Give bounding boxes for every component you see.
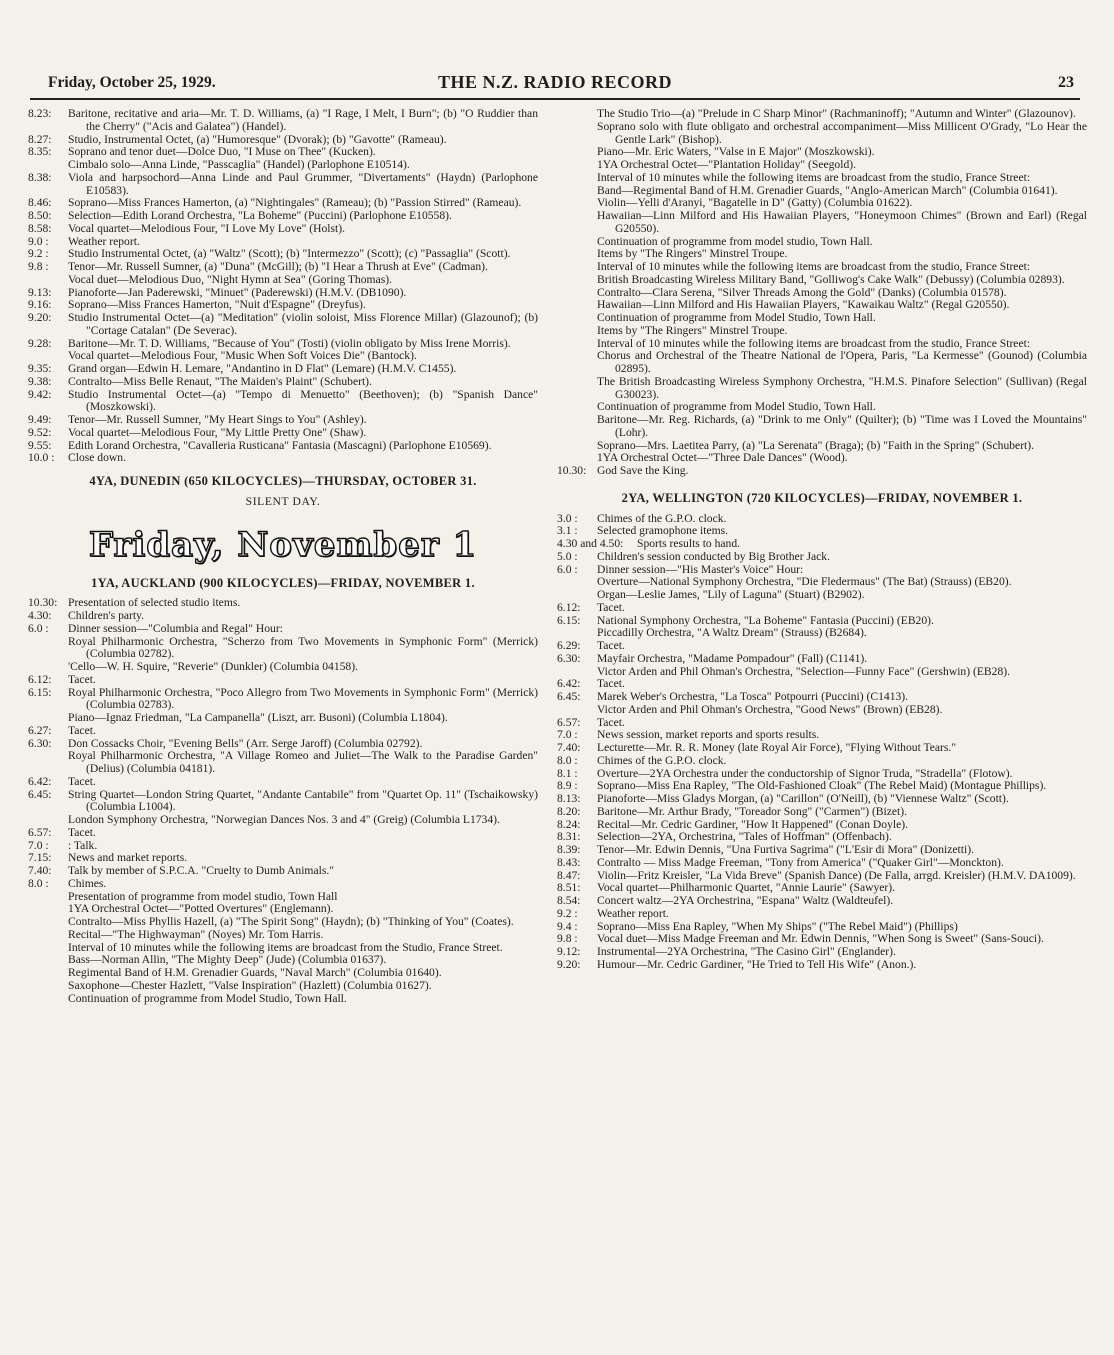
entry-text: Contralto — Miss Madge Freeman, "Tony from America" ("Quaker Girl"—Monckton). — [597, 855, 1004, 869]
entry-time: 8.20: — [557, 804, 581, 818]
entry-text: 1YA Orchestral Octet—"Three Dale Dances" (Wood). — [597, 451, 848, 465]
entry-text: Royal Philharmonic Orchestra, "Poco Allegro from Two Movements in Symphonic Form" (Merrick) (Columbia 02783). — [68, 685, 538, 712]
entry-text: Concert waltz—2YA Orchestrina, "Espana" Waltz (Waldteufel). — [597, 894, 894, 907]
entry-text: Marek Weber's Orchestra, "La Tosca" Potpourri (Puccini) (C1413). — [597, 690, 909, 703]
entry-time: 6.30: — [28, 736, 52, 750]
programme-entry — [28, 916, 538, 929]
entry-text: Baritone—Mr. T. D. Williams, "Because of You" (Tosti) (violin obligato by Miss Irene Morris). — [68, 336, 511, 350]
programme-entry — [557, 602, 1087, 615]
section-heading-auckland: 1YA, AUCKLAND (900 KILOCYCLES)—FRIDAY, NOVEMBER 1. — [91, 575, 475, 590]
entry-text: Recital—"The Highwayman" (Noyes) Mr. Tom Harris. — [68, 927, 324, 941]
programme-entry — [28, 661, 538, 674]
entry-time: 6.27: — [28, 723, 52, 737]
entry-time: 3.0 : — [557, 511, 578, 525]
entry-text: Chimes of the G.P.O. clock. — [597, 753, 727, 767]
day-heading: Friday, November 1 — [88, 524, 478, 565]
programme-entry — [557, 653, 1087, 666]
publication-title: THE N.Z. RADIO RECORD — [437, 72, 673, 92]
entry-time: 9.20: — [557, 957, 581, 971]
section-heading-wellington: 2YA, WELLINGTON (720 KILOCYCLES)—FRIDAY, NOVEMBER 1. — [621, 490, 1023, 505]
programme-entry — [557, 261, 1087, 274]
programme-entry — [28, 993, 538, 1006]
entry-time: 9.2 : — [28, 247, 49, 261]
programme-entry — [28, 878, 538, 891]
entry-text: Cimbalo solo—Anna Linde, "Passcaglia" (Handel) (Parlophone E10514). — [68, 158, 410, 171]
entry-text: Sports results to hand. — [637, 537, 741, 550]
programme-entry — [557, 414, 1087, 440]
entry-text: News session, market reports and sports results. — [597, 728, 820, 742]
entry-text: Tacet. — [68, 723, 96, 737]
entry-text: Studio Instrumental Octet—(a) "Tempo di Menuetto" (Beethoven); (b) "Spanish Dance" (Moszkowski). — [68, 387, 538, 414]
entry-text: Royal Philharmonic Orchestra, "A Village Romeo and Juliet—The Walk to the Paradise Garden" (Delius) (Columbia 04181). — [68, 749, 538, 775]
programme-entry — [28, 738, 538, 751]
page-header — [30, 72, 1080, 100]
entry-time: 6.29: — [557, 639, 581, 652]
entry-text: Overture—2YA Orchestra under the conductorship of Signor Truda, "Stradella" (Flotow). — [597, 766, 1013, 780]
entry-time: 7.0 : — [557, 728, 578, 742]
entry-text: Dinner session—"His Master's Voice" Hour: — [597, 562, 804, 576]
entry-text: Bass—Norman Allin, "The Mighty Deep" (Jude) (Columbia 01637). — [68, 953, 387, 967]
entry-time: 9.0 : — [28, 234, 49, 248]
programme-entry — [28, 610, 538, 623]
programme-entry — [557, 908, 1087, 921]
entry-text: Tacet. — [597, 715, 625, 729]
entry-text: Contralto—Miss Belle Renaut, "The Maiden's Plaint" (Schubert). — [68, 374, 372, 388]
entry-text: Tacet. — [68, 825, 96, 839]
entry-text: Organ—Leslie James, "Lily of Laguna" (Stuart) (B2902). — [597, 588, 865, 601]
entry-text: Instrumental—2YA Orchestrina, "The Casino Girl" (Englander). — [597, 945, 896, 958]
programme-list-wellington — [557, 513, 1087, 972]
entry-time: 3.1 : — [557, 524, 578, 538]
entry-time: 9.8 : — [28, 260, 49, 273]
entry-text: Dinner session—"Columbia and Regal" Hour: — [68, 621, 283, 635]
programme-entry — [28, 261, 538, 274]
entry-time: 9.13: — [28, 285, 52, 299]
entry-time: 8.27: — [28, 132, 52, 146]
entry-time: 9.52: — [28, 425, 52, 439]
programme-entry — [557, 465, 1087, 478]
entry-text: Interval of 10 minutes while the following items are broadcast from the studio, France Street: — [597, 336, 1031, 350]
entry-time: 6.57: — [557, 715, 581, 729]
entry-text: 1YA Orchestral Octet—"Potted Overtures" (Englemann). — [68, 902, 334, 916]
entry-time: 8.24: — [557, 817, 581, 831]
entry-text: Vocal duet—Miss Madge Freeman and Mr. Edwin Dennis, "When Song is Sweet" (Sans-Souci). — [597, 932, 1044, 946]
entry-text: Children's session conducted by Big Brother Jack. — [597, 549, 830, 563]
programme-entry — [557, 551, 1087, 564]
entry-time: 10.30: — [28, 596, 58, 610]
entry-time: 4.30 and 4.50: — [557, 537, 624, 550]
entry-text: Piano—Ignaz Friedman, "La Campanella" (Liszt, arr. Busoni) (Columbia L1804). — [68, 711, 448, 724]
programme-entry — [28, 967, 538, 980]
entry-text: British Broadcasting Wireless Military Band, "Golliwog's Cake Walk" (Debussy) (Columbia 02893). — [597, 272, 1065, 286]
issue-date: Friday, October 25, 1929. — [48, 74, 216, 91]
entry-text: Interval of 10 minutes while the following items are broadcast from the studio, France Street: — [597, 170, 1031, 184]
entry-text: Vocal quartet—Philharmonic Quartet, "Annie Laurie" (Sawyer). — [597, 881, 896, 895]
entry-text: Violin—Yelli d'Aranyi, "Bagatelle in D" (Gatty) (Columbia 01622). — [597, 196, 913, 210]
entry-time: 8.58: — [28, 221, 52, 235]
entry-text: The Studio Trio—(a) "Prelude in C Sharp Minor" (Rachmaninoff); "Autumn and Winter" (Glazounov). — [597, 107, 1076, 120]
entry-time: 9.16: — [28, 298, 52, 312]
programme-entry — [557, 640, 1087, 653]
entry-text: Vocal quartet—Melodious Four, "My Little Pretty One" (Shaw). — [68, 425, 367, 439]
entry-time: 8.9 : — [557, 779, 578, 793]
entry-time: 10.30: — [557, 464, 587, 477]
entry-text: Band—Regimental Band of H.M. Grenadier Guards, "Anglo-American March" (Columbia 01641). — [597, 183, 1058, 197]
entry-text: Studio Instrumental Octet—(a) "Meditation" (violin soloist, Miss Florence Millar) (Glazounof); (b) "Cortage Catalan" (De Severac). — [68, 311, 538, 337]
section-heading-dunedin: 4YA, DUNEDIN (650 KILOCYCLES)—THURSDAY, OCTOBER 31. — [89, 474, 477, 488]
programme-entry — [557, 325, 1087, 338]
entry-text: Regimental Band of H.M. Grenadier Guards, "Naval March" (Columbia 01640). — [68, 966, 442, 979]
programme-entry — [28, 172, 538, 198]
entry-time: 9.49: — [28, 413, 52, 426]
entry-time: 9.2 : — [557, 906, 578, 920]
entry-text: Lecturette—Mr. R. R. Money (late Royal Air Force), "Flying Without Tears." — [597, 741, 957, 754]
entry-text: Tacet. — [597, 639, 625, 652]
entry-text: The British Broadcasting Wireless Symphony Orchestra, "H.M.S. Pinafore Selection" (Sullivan) (Regal G30023). — [597, 374, 1087, 401]
programme-entry — [28, 827, 538, 840]
entry-time: 6.45: — [557, 690, 581, 703]
programme-entry — [557, 806, 1087, 819]
entry-time: 8.47: — [557, 868, 581, 882]
entry-text: Continuation of programme from Model Studio, Town Hall. — [597, 311, 876, 324]
programme-entry — [28, 363, 538, 376]
programme-entry — [557, 793, 1087, 806]
entry-text: Tacet. — [597, 600, 625, 614]
programme-entry — [28, 750, 538, 776]
entry-text: God Save the King. — [597, 464, 689, 477]
entry-text: Contralto—Clara Serena, "Silver Threads Among the Gold" (Danks) (Columbia 01578). — [597, 285, 1007, 299]
entry-text: Piccadilly Orchestra, "A Waltz Dream" (Strauss) (B2684). — [597, 626, 867, 640]
programme-entry — [557, 312, 1087, 325]
entry-text: Saxophone—Chester Hazlett, "Valse Inspiration" (Hazlett) (Columbia 01627). — [68, 978, 432, 992]
entry-time: 8.1 : — [557, 766, 578, 780]
entry-time: 9.20: — [28, 311, 52, 324]
entry-time: 8.13: — [557, 792, 581, 805]
entry-text: Weather report. — [68, 234, 140, 248]
entry-text: Baritone—Mr. Reg. Richards, (a) "Drink to me Only" (Quilter); (b) "Time was I Loved the Mountains" (Lohr). — [597, 413, 1087, 439]
entry-text: Items by "The Ringers" Minstrel Troupe. — [597, 323, 788, 337]
programme-entry — [28, 210, 538, 223]
programme-entry — [28, 814, 538, 827]
entry-time: 6.42: — [28, 774, 52, 788]
entry-time: 6.30: — [557, 651, 581, 665]
programme-entry — [557, 844, 1087, 857]
entry-text: Mayfair Orchestra, "Madame Pompadour" (Fall) (C1141). — [597, 651, 868, 665]
entry-text: Studio Instrumental Octet, (a) "Waltz" (Scott); (b) "Intermezzo" (Scott); (c) "Passaglia" (Scott). — [68, 247, 511, 261]
entry-text: Tenor—Mr. Russell Sumner, "My Heart Sings to You" (Ashley). — [68, 413, 367, 426]
programme-entry — [557, 589, 1087, 602]
entry-time: 9.8 : — [557, 932, 578, 946]
programme-entry — [28, 108, 538, 134]
programme-entry — [557, 959, 1087, 972]
entry-text: Soprano—Miss Ena Rapley, "The Old-Fashioned Cloak" (The Rebel Maid) (Montague Phillips). — [597, 779, 1047, 793]
entry-time: 7.15: — [28, 851, 52, 865]
entry-text: Interval of 10 minutes while the following items are broadcast from the Studio, France Street. — [68, 940, 503, 954]
entry-text: String Quartet—London String Quartet, "Andante Cantabile" from "Quartet Op. 11" (Tschaikowsky) (Columbia L1004). — [68, 787, 538, 814]
entry-time: 8.0 : — [557, 753, 578, 767]
entry-time: 7.0 : — [28, 838, 49, 852]
entry-text: Victor Arden and Phil Ohman's Orchestra, "Good News" (Brown) (EB28). — [597, 702, 943, 716]
entry-text: Overture—National Symphony Orchestra, "Die Fledermaus" (The Bat) (Strauss) (EB20). — [597, 575, 1012, 589]
entry-text: Recital—Mr. Cedric Gardiner, "How It Happened" (Conan Doyle). — [597, 817, 908, 831]
entry-time: 8.0 : — [28, 876, 49, 890]
entry-time: 4.30: — [28, 609, 52, 622]
entry-text: Tacet. — [68, 774, 96, 788]
entry-time: 8.38: — [28, 170, 52, 184]
page-number: 23 — [1058, 74, 1074, 91]
left-column — [28, 108, 538, 1005]
entry-time: 9.38: — [28, 374, 52, 388]
entry-time: 9.4 : — [557, 919, 578, 933]
programme-entry — [28, 146, 538, 159]
programme-entry — [557, 615, 1087, 628]
programme-entry — [28, 725, 538, 738]
entry-text: Humour—Mr. Cedric Gardiner, "He Tried to Tell His Wife" (Anon.). — [597, 957, 917, 971]
programme-entry — [557, 755, 1087, 768]
entry-text: 'Cello—W. H. Squire, "Reverie" (Dunkler) (Columbia 04158). — [68, 660, 358, 673]
programme-entry — [28, 452, 538, 465]
programme-list-auckland-continued — [557, 108, 1087, 478]
programme-entry — [28, 159, 538, 172]
entry-time: 6.0 : — [557, 562, 578, 576]
entry-text: Vocal duet—Melodious Duo, "Night Hymn at Sea" (Goring Thomas). — [68, 272, 392, 286]
programme-list-auckland — [28, 597, 538, 1005]
entry-time: 6.12: — [557, 600, 581, 614]
programme-entry — [557, 210, 1087, 236]
entry-time: 8.23: — [28, 107, 52, 120]
programme-entry — [557, 121, 1087, 147]
entry-text: Soprano and tenor duet—Dolce Duo, "I Muse on Thee" (Kucken). — [68, 145, 376, 159]
entry-text: : Talk. — [68, 838, 98, 852]
programme-entry — [28, 312, 538, 338]
programme-entry — [557, 538, 1087, 551]
programme-entry — [28, 274, 538, 287]
programme-entry — [28, 414, 538, 427]
entry-text: Soprano—Miss Ena Rapley, "When My Ships" ("The Rebel Maid") (Phillips) — [597, 919, 958, 933]
entry-text: Tacet. — [68, 672, 96, 686]
entry-text: Continuation of programme from Model Studio, Town Hall. — [68, 991, 347, 1005]
entry-text: Royal Philharmonic Orchestra, "Scherzo from Two Movements in Symphonic Form" (Merrick) (Columbia 02782). — [68, 634, 538, 661]
entry-time: 7.40: — [28, 864, 52, 877]
programme-entry — [28, 674, 538, 687]
programme-entry — [557, 274, 1087, 287]
entry-text: Hawaiian—Linn Milford and His Hawaiian Players, "Honeymoon Chimes" (Brown and Earl) (Regal G20550). — [597, 209, 1087, 235]
programme-entry — [557, 857, 1087, 870]
programme-entry — [28, 687, 538, 713]
entry-time: 8.51: — [557, 881, 581, 895]
entry-text: National Symphony Orchestra, "La Boheme" Fantasia (Puccini) (EB20). — [597, 613, 934, 627]
entry-time: 9.55: — [28, 438, 52, 452]
entry-text: Hawaiian—Linn Milford and His Hawaiian Players, "Kawaikau Waltz" (Regal G20550). — [597, 298, 1010, 312]
entry-time: 5.0 : — [557, 549, 578, 563]
entry-time: 8.50: — [28, 209, 52, 222]
programme-entry — [28, 776, 538, 789]
entry-time: 6.0 : — [28, 621, 49, 635]
entry-text: Edith Lorand Orchestra, "Cavalleria Rusticana" Fantasia (Mascagni) (Parlophone E10569). — [68, 438, 492, 452]
entry-text: Pianoforte—Miss Gladys Morgan, (a) "Carillon" (O'Neill), (b) "Viennese Waltz" (Scott). — [597, 792, 1009, 805]
programme-entry — [28, 389, 538, 415]
entry-time: 7.40: — [557, 741, 581, 754]
right-column — [557, 108, 1087, 972]
programme-entry — [557, 108, 1087, 121]
programme-entry — [28, 865, 538, 878]
programme-entry — [28, 376, 538, 389]
entry-time: 9.35: — [28, 362, 52, 375]
entry-text: Victor Arden and Phil Ohman's Orchestra, "Selection—Funny Face" (Gershwin) (EB28). — [597, 664, 1011, 678]
entry-text: Close down. — [68, 451, 126, 465]
entry-time: 9.28: — [28, 336, 52, 350]
entry-text: Selection—2YA, Orchestrina, "Tales of Hoffman" (Offenbach). — [597, 830, 892, 844]
entry-time: 10.0 : — [28, 451, 55, 465]
entry-text: Tacet. — [597, 677, 625, 691]
entry-time: 8.54: — [557, 894, 581, 907]
entry-text: Chimes of the G.P.O. clock. — [597, 511, 727, 525]
entry-time: 8.43: — [557, 855, 581, 869]
entry-text: Selection—Edith Lorand Orchestra, "La Boheme" (Puccini) (Parlophone E10558). — [68, 209, 452, 222]
programme-entry — [557, 172, 1087, 185]
entry-text: Viola and harpsochord—Anna Linde and Paul Grummer, "Divertaments" (Haydn) (Parlophone E10583). — [68, 170, 538, 197]
programme-entry — [557, 666, 1087, 679]
entry-text: Selected gramophone items. — [597, 524, 729, 538]
entry-time: 6.12: — [28, 672, 52, 686]
programme-entry — [557, 159, 1087, 172]
entry-text: Don Cossacks Choir, "Evening Bells" (Arr. Serge Jaroff) (Columbia 02792). — [68, 736, 423, 750]
entry-text: Children's party. — [68, 609, 145, 622]
entry-text: Presentation of selected studio items. — [68, 596, 241, 610]
entry-time: 6.57: — [28, 825, 52, 839]
programme-entry — [28, 712, 538, 725]
entry-text: Chorus and Orchestral of the Theatre National de l'Opera, Paris, "La Kermesse" (Gounod) (Columbia 02895). — [597, 349, 1087, 375]
entry-text: Chimes. — [68, 876, 107, 890]
entry-text: Soprano—Miss Frances Hamerton, (a) "Nightingales" (Rameau); (b) "Passion Stirred" (Rameau). — [68, 196, 522, 210]
entry-text: Tenor—Mr. Russell Sumner, (a) "Duna" (McGill); (b) "I Hear a Thrush at Eve" (Cadman). — [68, 260, 488, 273]
programme-entry — [557, 376, 1087, 402]
entry-text: Studio, Instrumental Octet, (a) "Humoresque" (Dvorak); (b) "Gavotte" (Rameau). — [68, 132, 447, 146]
entry-text: Soprano—Mrs. Laetitea Parry, (a) "La Serenata" (Braga); (b) "Faith in the Spring" (Schubert). — [597, 438, 1035, 452]
entry-text: Weather report. — [597, 906, 669, 920]
entry-text: Tenor—Mr. Edwin Dennis, "Una Furtiva Sagrima" ("L'Esir di Mora" (Donizetti). — [597, 843, 974, 856]
entry-text: Soprano solo with flute obligato and orchestral accompaniment—Miss Millicent O'Grady, "Lo Hear the Gentle Lark" (Bishop). — [597, 119, 1087, 146]
programme-entry — [28, 223, 538, 236]
entry-text: Soprano—Miss Frances Hamerton, "Nuit d'Espagne" (Dreyfus). — [68, 298, 366, 312]
entry-text: Baritone, recitative and aria—Mr. T. D. Williams, (a) "I Rage, I Melt, I Burn"; (b) "O Ruddier than the Cherry" ("Acis and Galatea") (Handel). — [68, 107, 538, 133]
programme-entry — [557, 350, 1087, 376]
entry-text: Vocal quartet—Melodious Four, "Music When Soft Voices Die" (Bantock). — [68, 349, 417, 363]
entry-time: 8.35: — [28, 145, 52, 159]
entry-time: 6.15: — [557, 613, 581, 627]
entry-text: Presentation of programme from model studio, Town Hall — [68, 889, 338, 903]
entry-text: Continuation of programme from Model Studio, Town Hall. — [597, 400, 876, 414]
entry-text: Vocal quartet—Melodious Four, "I Love My Love" (Holst). — [68, 221, 346, 235]
entry-text: Piano—Mr. Eric Waters, "Valse in E Major" (Moszkowski). — [597, 145, 875, 159]
programme-entry — [28, 980, 538, 993]
entry-time: 8.31: — [557, 830, 581, 844]
programme-entry — [557, 895, 1087, 908]
entry-text: Baritone—Mr. Arthur Brady, "Toreador Song" ("Carmen") (Bizet). — [597, 804, 908, 818]
entry-time: 6.45: — [28, 787, 52, 801]
programme-entry — [557, 627, 1087, 640]
entry-time: 8.46: — [28, 196, 52, 210]
entry-time: 9.42: — [28, 387, 52, 401]
programme-entry — [28, 427, 538, 440]
entry-time: 9.12: — [557, 945, 581, 958]
programme-entry — [557, 946, 1087, 959]
programme-entry — [557, 564, 1087, 577]
entry-text: Pianoforte—Jan Paderewski, "Minuet" (Paderewski) (H.M.V. (DB1090). — [68, 285, 407, 299]
entry-text: Continuation of programme from model studio, Town Hall. — [597, 234, 873, 248]
programme-entry — [28, 338, 538, 351]
programme-entry — [28, 929, 538, 942]
entry-text: Items by "The Ringers" Minstrel Troupe. — [597, 247, 788, 261]
entry-text: 1YA Orchestral Octet—"Plantation Holiday" (Seegold). — [597, 158, 856, 171]
programme-entry — [557, 742, 1087, 755]
programme-entry — [28, 623, 538, 636]
entry-text: Contralto—Miss Phyllis Hazell, (a) "The Spirit Song" (Haydn); (b) "Thinking of You" (Coates). — [68, 915, 514, 928]
entry-time: 6.15: — [28, 685, 52, 699]
entry-time: 6.42: — [557, 677, 581, 691]
programme-list-continued — [28, 108, 538, 465]
entry-text: News and market reports. — [68, 851, 188, 865]
programme-entry — [28, 789, 538, 815]
programme-entry — [557, 691, 1087, 704]
programme-entry — [557, 704, 1087, 717]
entry-time: 8.39: — [557, 843, 581, 856]
entry-text: Talk by member of S.P.C.A. "Cruelty to Dumb Animals." — [68, 864, 334, 877]
entry-text: Violin—Fritz Kreisler, "La Vida Breve" (Spanish Dance) (De Falla, arrgd. Kreisler) (H.M.V. DA1009). — [597, 868, 1076, 882]
entry-text: Grand organ—Edwin H. Lemare, "Andantino in D Flat" (Lemare) (H.M.V. C1455). — [68, 362, 457, 375]
section-subheading-silent-day: SILENT DAY. — [245, 494, 321, 508]
entry-text: Interval of 10 minutes while the following items are broadcast from the studio, France Street: — [597, 260, 1031, 273]
programme-entry — [28, 636, 538, 662]
entry-text: London Symphony Orchestra, "Norwegian Dances Nos. 3 and 4" (Greig) (Columbia L1734). — [68, 813, 500, 826]
